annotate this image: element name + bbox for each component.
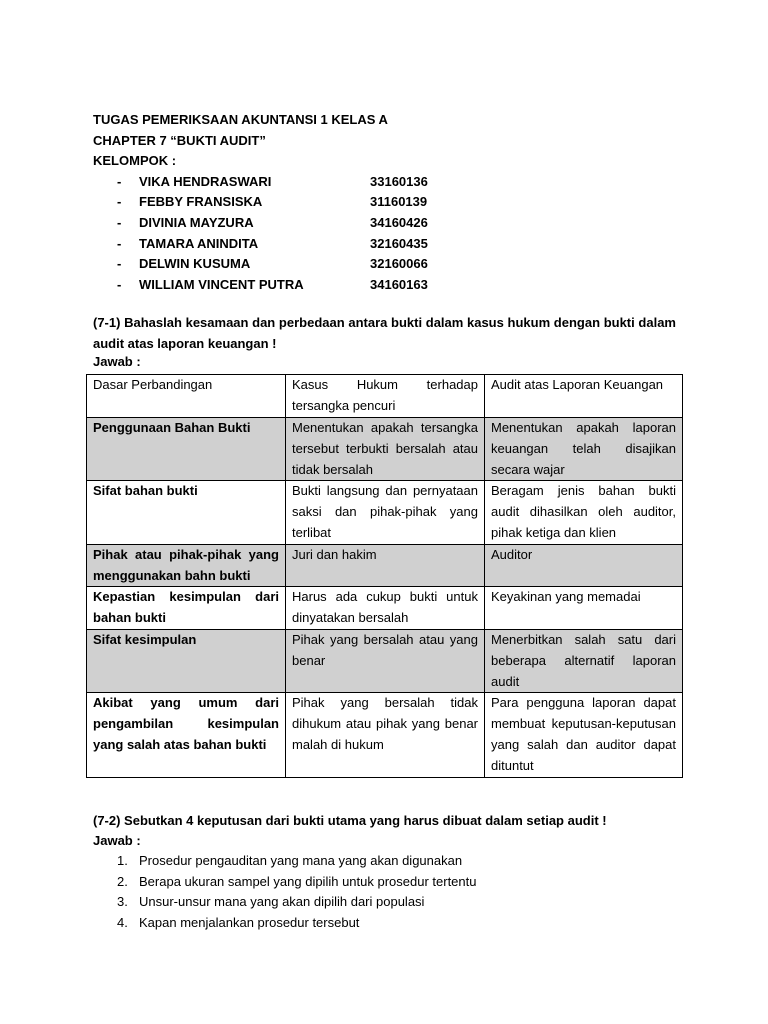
member-row xyxy=(93,192,693,213)
member-id: 34160426 xyxy=(370,214,428,230)
answer-label-7-2: Jawab : xyxy=(93,833,141,848)
table-cell: Pihak atau pihak-pihak yang menggunakan bahn bukti xyxy=(87,544,286,587)
document-header xyxy=(93,110,693,296)
member-dash: - xyxy=(117,214,122,230)
table-header-row xyxy=(87,375,683,418)
table-cell: Sifat bahan bukti xyxy=(87,481,286,544)
member-row xyxy=(93,234,693,255)
list-text: Berapa ukuran sampel yang dipilih untuk prosedur tertentu xyxy=(139,873,477,889)
table-header-cell: Audit atas Laporan Keuangan xyxy=(485,375,683,418)
table-cell: Auditor xyxy=(485,544,683,587)
table-row xyxy=(87,481,683,544)
table-cell: Beragam jenis bahan bukti audit dihasilkan oleh auditor, pihak ketiga dan klien xyxy=(485,481,683,544)
table-cell: Menerbitkan salah satu dari beberapa alternatif laporan audit xyxy=(485,629,683,692)
member-dash: - xyxy=(117,173,122,189)
table-cell: Bukti langsung dan pernyataan saksi dan pihak-pihak yang terlibat xyxy=(286,481,485,544)
list-text: Kapan menjalankan prosedur tersebut xyxy=(139,914,360,930)
table-row xyxy=(87,418,683,481)
table-cell: Pihak yang bersalah tidak dihukum atau pihak yang benar malah di hukum xyxy=(286,693,485,777)
member-name: WILLIAM VINCENT PUTRA xyxy=(139,276,304,292)
member-id: 32160435 xyxy=(370,235,428,251)
table-row xyxy=(87,587,683,630)
member-name: FEBBY FRANSISKA xyxy=(139,194,263,210)
member-row xyxy=(93,254,693,275)
member-row xyxy=(93,213,693,234)
table-row xyxy=(87,629,683,692)
table-cell: Juri dan hakim xyxy=(286,544,485,587)
member-id: 31160139 xyxy=(370,194,428,210)
member-id: 32160066 xyxy=(370,256,428,272)
member-name: DIVINIA MAYZURA xyxy=(139,214,254,230)
table-row xyxy=(87,693,683,777)
table-cell: Keyakinan yang memadai xyxy=(485,587,683,630)
member-row xyxy=(93,172,693,193)
table-cell: Penggunaan Bahan Bukti xyxy=(87,418,286,481)
answer-label-7-1: Jawab : xyxy=(93,354,141,369)
list-number: 4. xyxy=(117,914,128,930)
member-dash: - xyxy=(117,194,122,210)
table-cell: Menentukan apakah laporan keuangan telah disajikan secara wajar xyxy=(485,418,683,481)
table-cell: Menentukan apakah tersangka tersebut terbukti bersalah atau tidak bersalah xyxy=(286,418,485,481)
list-number: 2. xyxy=(117,873,128,889)
assignment-title: TUGAS PEMERIKSAAN AKUNTANSI 1 KELAS A xyxy=(93,112,388,127)
table-header-cell: Kasus Hukum terhadap tersangka pencuri xyxy=(286,375,485,418)
member-dash: - xyxy=(117,276,122,292)
list-text: Prosedur pengauditan yang mana yang akan digunakan xyxy=(139,853,463,868)
table-header-cell: Dasar Perbandingan xyxy=(87,375,286,418)
table-row xyxy=(87,544,683,587)
member-name: VIKA HENDRASWARI xyxy=(139,173,272,189)
list-text: Unsur-unsur mana yang akan dipilih dari populasi xyxy=(139,894,425,909)
question-7-1: (7-1) Bahaslah kesamaan dan perbedaan antara bukti dalam kasus hukum dengan bukti dalam audit atas laporan keuangan ! xyxy=(93,315,676,351)
member-id: 34160163 xyxy=(370,276,428,292)
table-cell: Pihak yang bersalah atau yang benar xyxy=(286,629,485,692)
table-cell: Harus ada cukup bukti untuk dinyatakan bersalah xyxy=(286,587,485,630)
member-name: TAMARA ANINDITA xyxy=(139,235,259,251)
chapter-title: CHAPTER 7 “BUKTI AUDIT” xyxy=(93,132,266,148)
member-name: DELWIN KUSUMA xyxy=(139,256,251,272)
table-cell: Kepastian kesimpulan dari bahan bukti xyxy=(87,587,286,630)
group-label: KELOMPOK : xyxy=(93,153,177,168)
member-dash: - xyxy=(117,235,122,251)
member-dash: - xyxy=(117,256,122,272)
table-cell: Akibat yang umum dari pengambilan kesimpulan yang salah atas bahan bukti xyxy=(87,693,286,777)
comparison-table xyxy=(86,374,683,778)
question-7-2: (7-2) Sebutkan 4 keputusan dari bukti utama yang harus dibuat dalam setiap audit ! xyxy=(93,813,607,828)
member-row xyxy=(93,275,693,296)
table-cell: Sifat kesimpulan xyxy=(87,629,286,692)
list-number: 3. xyxy=(117,894,128,909)
member-id: 33160136 xyxy=(370,173,428,189)
list-number: 1. xyxy=(117,853,128,868)
table-cell: Para pengguna laporan dapat membuat keputusan-keputusan yang salah dan auditor dapat dituntut xyxy=(485,693,683,777)
